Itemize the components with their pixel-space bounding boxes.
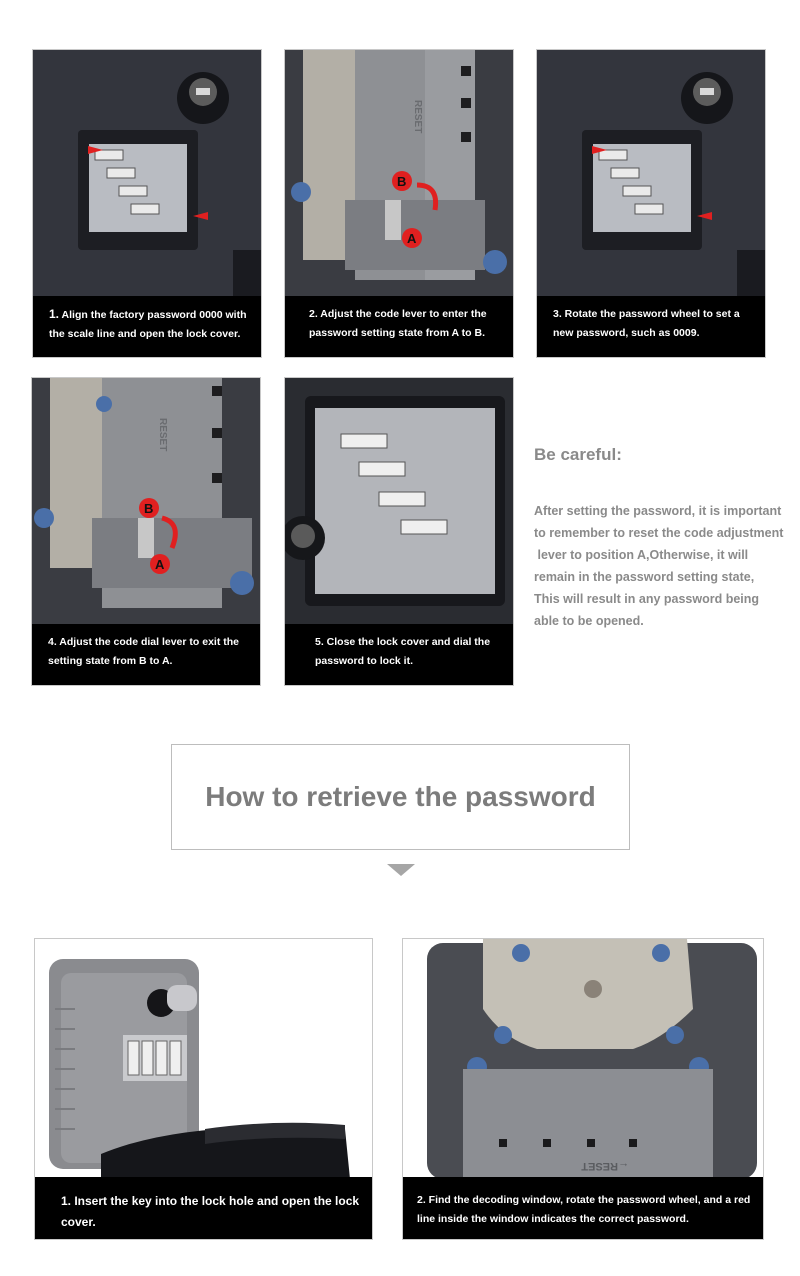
note-line: After setting the password, it is important (534, 504, 782, 518)
note-title: Be careful: (534, 445, 622, 464)
step-3-text: 3. Rotate the password wheel to set a new password, such as 0009. (553, 308, 740, 339)
retrieve-step-2-panel (402, 938, 764, 1240)
retrieve-step-1-panel (34, 938, 373, 1240)
step-4-caption (32, 624, 260, 685)
step-3-caption (537, 296, 765, 357)
retrieve-step-2-photo (403, 939, 763, 1179)
step-1-number: 1. (49, 307, 60, 321)
note-body (534, 500, 796, 632)
retrieve-step-1-caption (35, 1177, 372, 1239)
note-line: remain in the password setting state, (534, 570, 755, 584)
step-5-text: 5. Close the lock cover and dial the password to lock it. (315, 636, 491, 667)
step-2-photo (285, 50, 513, 298)
step-4-text: 4. Adjust the code dial lever to exit the setting state from B to A. (48, 636, 239, 667)
step-3-photo (537, 50, 765, 298)
retrieve-section-header (171, 744, 630, 850)
label-b-2: B (397, 174, 407, 189)
step-4-panel (31, 377, 261, 686)
step-2-panel (284, 49, 514, 358)
step-5-caption (285, 624, 513, 685)
step-5-panel (284, 377, 514, 686)
reset-arrow-label: ←RESET (581, 1160, 629, 1172)
label-a-2: A (407, 231, 417, 246)
retrieve-section-title: How to retrieve the password (205, 781, 596, 812)
retrieve-step-1-photo (35, 939, 372, 1179)
reset-label-4: RESET (157, 418, 168, 452)
step-2-text: 2. Adjust the code lever to enter the password setting state from A to B. (309, 308, 487, 339)
step-1-text: Align the factory password 0000 with the scale line and open the lock cover. (49, 309, 247, 340)
note-line: lever to position A,Otherwise, it will (534, 548, 749, 562)
step-1-photo (33, 50, 261, 298)
step-1-caption (33, 296, 261, 357)
note-line: able to be opened. (534, 614, 644, 628)
down-arrow-icon (387, 864, 415, 876)
note-line: This will result in any password being (534, 592, 760, 606)
note-line: to remember to reset the code adjustment (534, 526, 784, 540)
retrieve-step-1-text: 1. Insert the key into the lock hole and open the lock cover. (61, 1194, 360, 1229)
step-5-photo (285, 378, 513, 626)
step-1-panel (32, 49, 262, 358)
step-4-photo (32, 378, 260, 626)
retrieve-step-2-caption (403, 1177, 763, 1239)
step-3-panel (536, 49, 766, 358)
step-2-caption (285, 296, 513, 357)
label-a-4: A (155, 557, 165, 572)
retrieve-step-2-text: 2. Find the decoding window, rotate the password wheel, and a red line inside the window indicates the correct password. (417, 1194, 751, 1225)
label-b-4: B (144, 501, 154, 516)
reset-label-2: RESET (412, 100, 423, 134)
